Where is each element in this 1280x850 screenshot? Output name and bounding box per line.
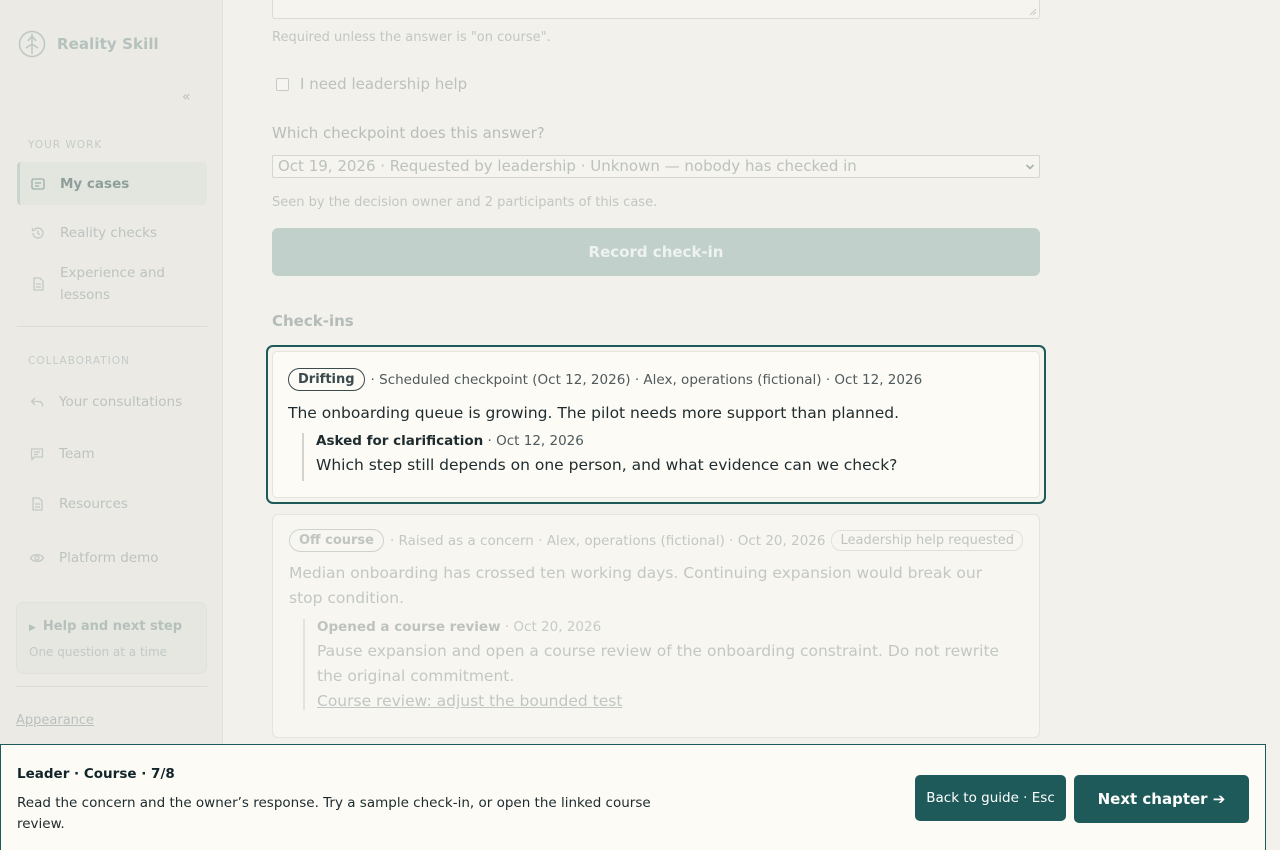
response-title: Opened a course review bbox=[317, 619, 501, 635]
leadership-help-label[interactable]: I need leadership help bbox=[300, 75, 468, 93]
sidebar-divider bbox=[17, 326, 207, 327]
sidebar-item-your-consultations[interactable] bbox=[16, 391, 206, 413]
check-ins-heading: Check-ins bbox=[272, 312, 354, 330]
section-label-your-work: YOUR WORK bbox=[28, 139, 103, 151]
sidebar-item-label: Experience and lessons bbox=[60, 265, 165, 303]
check-in-card bbox=[272, 351, 1040, 498]
check-in-text: The onboarding queue is growing. The pilot needs more support than planned. bbox=[288, 404, 900, 422]
sidebar-item-resources[interactable] bbox=[16, 493, 206, 515]
reply-icon bbox=[29, 394, 45, 410]
check-in-meta-text: · Raised as a concern · Alex, operations (fictional) · Oct 20, 2026 bbox=[389, 532, 826, 549]
leadership-help-row[interactable] bbox=[276, 75, 467, 93]
sidebar-item-reality-checks[interactable] bbox=[17, 222, 207, 244]
chat-icon bbox=[29, 446, 45, 462]
history-icon bbox=[30, 225, 46, 241]
sidebar-item-label: Platform demo bbox=[59, 550, 159, 566]
section-label-collaboration: COLLABORATION bbox=[28, 355, 130, 367]
brand-name: Reality Skill bbox=[57, 35, 159, 53]
leadership-help-checkbox[interactable] bbox=[276, 78, 289, 91]
visibility-note: Seen by the decision owner and 2 participants of this case. bbox=[272, 195, 658, 210]
sidebar bbox=[0, 0, 223, 850]
back-to-guide-button[interactable]: Back to guide · Esc bbox=[915, 775, 1066, 821]
sidebar-item-label: Your consultations bbox=[59, 394, 183, 410]
status-badge: Off course bbox=[289, 529, 384, 552]
response-text: Which step still depends on one person, and what evidence can we check? bbox=[316, 456, 898, 474]
next-chapter-button[interactable]: Next chapter ➔ bbox=[1074, 775, 1249, 823]
check-in-card bbox=[272, 514, 1040, 738]
response-meta bbox=[317, 619, 1023, 635]
guided-tour-panel bbox=[0, 744, 1266, 850]
record-check-in-button[interactable]: Record check-in bbox=[272, 228, 1040, 276]
sidebar-item-my-cases[interactable] bbox=[17, 162, 207, 205]
appearance-link[interactable]: Appearance bbox=[16, 713, 95, 728]
help-subtitle: One question at a time bbox=[29, 645, 168, 659]
owner-response bbox=[302, 433, 897, 481]
chevron-down-icon bbox=[1025, 162, 1035, 172]
required-note: Required unless the answer is "on course". bbox=[272, 30, 551, 45]
help-title bbox=[29, 619, 182, 634]
checkpoint-select-value: Oct 19, 2026 · Requested by leadership · Unknown — nobody has checked in bbox=[278, 157, 857, 175]
brand[interactable] bbox=[18, 30, 159, 58]
eye-icon bbox=[29, 550, 45, 566]
resize-handle-icon[interactable] bbox=[1029, 8, 1037, 16]
triangle-right-icon: ▶ bbox=[29, 623, 36, 633]
checkpoint-label: Which checkpoint does this answer? bbox=[272, 124, 545, 142]
sidebar-item-experience-and-lessons[interactable] bbox=[17, 262, 207, 306]
collapse-sidebar-button[interactable]: « bbox=[182, 89, 191, 105]
check-in-card-focused[interactable] bbox=[266, 345, 1046, 504]
tour-instructions: Read the concern and the owner’s response. Try a sample check-in, or open the linked course review. bbox=[17, 795, 651, 832]
document-icon bbox=[30, 276, 46, 292]
check-in-text: Median onboarding has crossed ten working days. Continuing expansion would break our stop condition. bbox=[289, 564, 983, 607]
checkpoint-select[interactable] bbox=[272, 155, 1040, 178]
explanation-textarea[interactable] bbox=[272, 0, 1040, 19]
sidebar-item-team[interactable] bbox=[16, 443, 206, 465]
sidebar-item-label: Resources bbox=[59, 496, 128, 512]
main-content bbox=[224, 0, 1280, 850]
sidebar-item-platform-demo[interactable] bbox=[16, 547, 206, 569]
response-date: · Oct 12, 2026 bbox=[487, 433, 584, 449]
check-in-meta-text: · Scheduled checkpoint (Oct 12, 2026) · Alex, operations (fictional) · Oct 12, 2026 bbox=[370, 371, 923, 388]
leadership-help-badge: Leadership help requested bbox=[831, 530, 1022, 551]
tour-step-label: Leader · Course · 7/8 bbox=[17, 766, 175, 782]
course-review-link[interactable]: Course review: adjust the bounded test bbox=[317, 692, 623, 710]
sidebar-item-label: My cases bbox=[60, 175, 130, 192]
status-badge: Drifting bbox=[288, 368, 365, 391]
sidebar-item-label: Reality checks bbox=[60, 225, 157, 241]
check-in-meta bbox=[289, 529, 1023, 552]
compass-logo-icon bbox=[18, 30, 46, 58]
help-next-step-panel[interactable] bbox=[16, 602, 207, 674]
document-icon bbox=[29, 496, 45, 512]
sidebar-divider bbox=[16, 686, 207, 687]
check-in-meta bbox=[288, 368, 922, 391]
owner-response bbox=[303, 619, 1023, 710]
cases-icon bbox=[30, 176, 46, 192]
response-meta bbox=[316, 433, 897, 449]
response-text: Pause expansion and open a course review of the onboarding constraint. Do not rewrite the original commitment. bbox=[317, 642, 1000, 685]
sidebar-item-label: Team bbox=[59, 446, 95, 462]
response-title: Asked for clarification bbox=[316, 433, 484, 449]
help-title-text: Help and next step bbox=[42, 619, 183, 634]
response-date: · Oct 20, 2026 bbox=[504, 619, 602, 635]
